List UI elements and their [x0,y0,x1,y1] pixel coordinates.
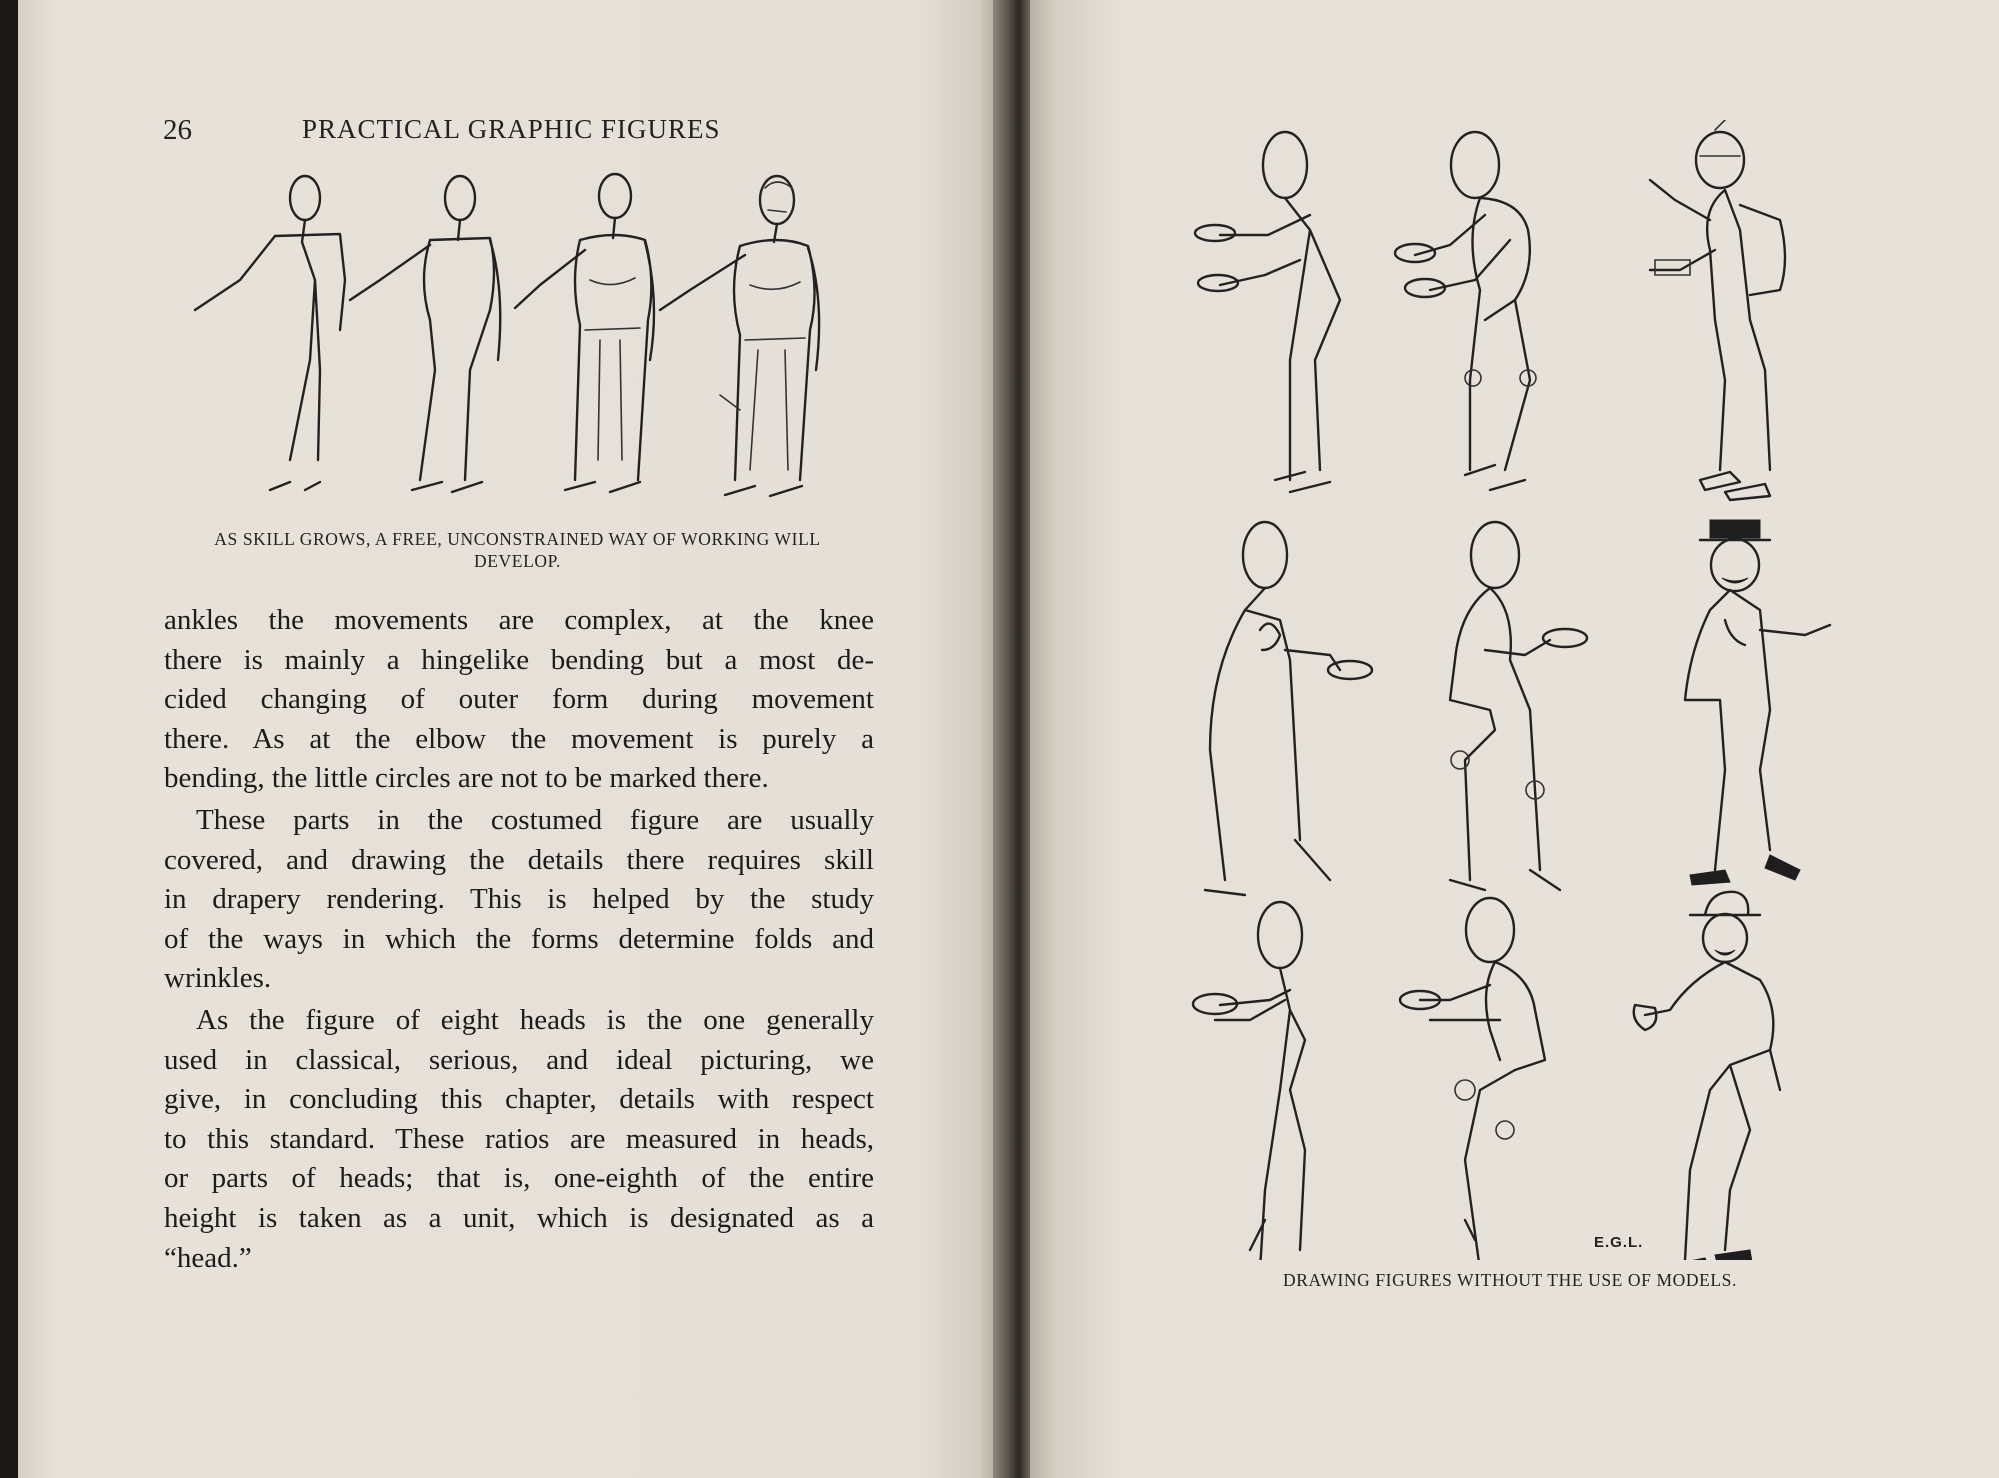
mannequin-figure-reaching [1450,522,1587,890]
text-line: or parts of heads; that is, one-eighth of the entire [164,1162,874,1195]
left-caption-line-2: DEVELOP. [474,551,561,571]
text-line: ankles the movements are complex, at the knee [164,604,874,636]
man-with-glasses-figure [1650,120,1785,500]
text-line: to this standard. These ratios are measured in heads, [164,1122,874,1155]
text-line: height is taken as a unit, which is designated as a [164,1201,874,1234]
body-text [164,601,874,1278]
right-figure-caption: DRAWING FIGURES WITHOUT THE USE OF MODELS. [1282,1270,1737,1290]
text-line: give, in concluding this chapter, details with respect [164,1083,874,1116]
text-line: bending, the little circles are not to be marked there. [164,762,769,795]
paragraph [164,601,874,799]
text-line: there is mainly a hingelike bending but a most de- [164,643,874,676]
left-caption-line-1: AS SKILL GROWS, A FREE, UNCONSTRAINED WAY OF WORKING WILL [214,529,821,549]
paragraph [164,801,874,999]
stick-figure-sketch [195,176,345,490]
figures-without-models-illustration [1180,120,1860,1260]
text-line: used in classical, serious, and ideal picturing, we [164,1043,874,1076]
skill-progression-illustration [180,160,860,520]
text-line: of the ways in which the forms determine folds and [164,922,874,955]
mannequin-figure-catching [1395,132,1536,490]
mannequin-figure-crouching [1400,898,1545,1260]
left-figure-caption [160,528,875,572]
man-with-straw-hat-figure [1634,892,1780,1260]
artist-signature: E.G.L. [1594,1234,1644,1251]
text-line: These parts in the costumed figure are usually [196,803,874,836]
running-head: PRACTICAL GRAPHIC FIGURES [302,114,721,144]
text-line: covered, and drawing the details there requires skill [164,843,874,876]
text-line: cided changing of outer form during movement [164,683,874,716]
text-line: there. As at the elbow the movement is purely a [164,722,874,755]
man-with-top-hat-figure [1685,520,1830,885]
text-line: “head.” [164,1241,252,1274]
stick-figure-crouching [1193,902,1305,1260]
finished-figure-sketch [660,176,819,496]
text-line: in drapery rendering. This is helped by the study [164,883,874,916]
text-line: As the figure of eight heads is the one generally [196,1003,874,1036]
book-gutter [993,0,1030,1478]
shaded-figure-sketch [515,174,654,492]
stick-figure-catching [1195,132,1340,492]
outline-figure-sketch [350,176,500,492]
text-line: wrinkles. [164,962,272,995]
page-number: 26 [163,114,192,146]
stick-figure-reaching [1205,522,1372,895]
paragraph [164,1001,874,1278]
